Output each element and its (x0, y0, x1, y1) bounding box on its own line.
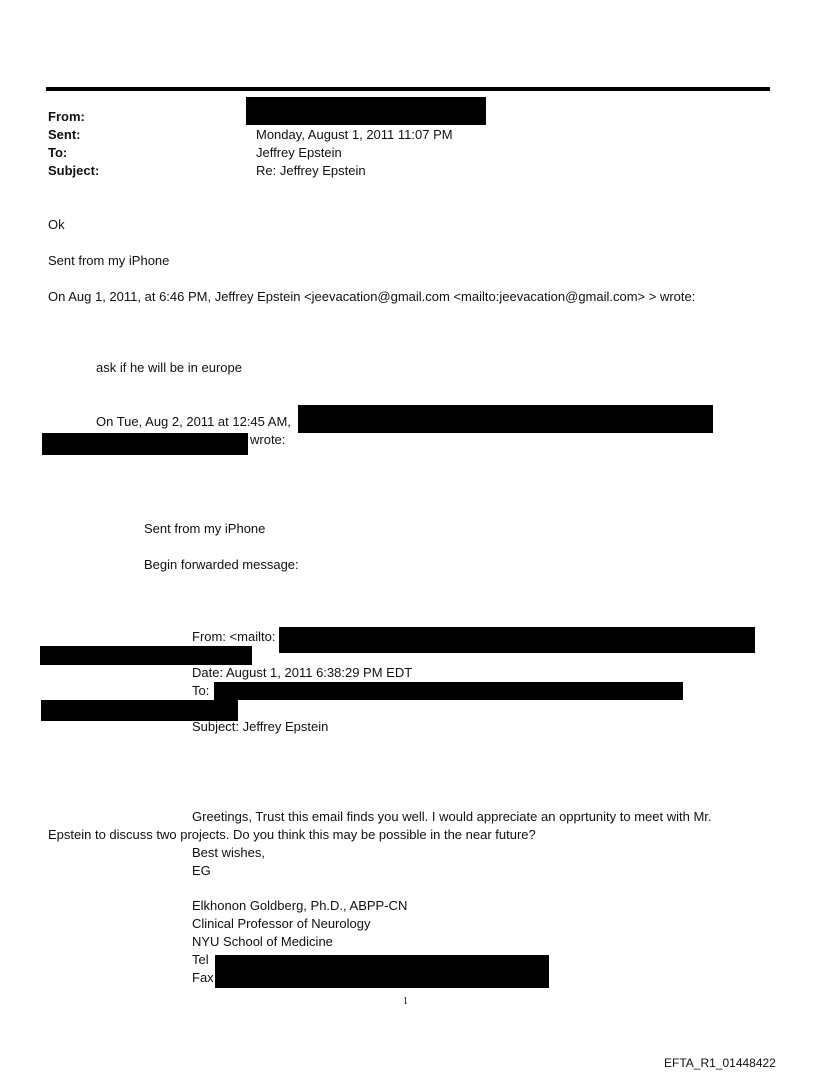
forward-header: Begin forwarded message: (144, 557, 299, 572)
page-number: 1 (403, 996, 408, 1007)
document-id: EFTA_R1_01448422 (664, 1056, 776, 1070)
to-label: To: (48, 145, 68, 160)
quote2-intro-suffix: wrote: (250, 432, 286, 447)
quote2-intro-prefix: On Tue, Aug 2, 2011 at 12:45 AM, (96, 414, 291, 429)
redaction-fwd-to-cont (41, 700, 238, 721)
greeting-line-2: Epstein to discuss two projects. Do you think this may be possible in the near future? (48, 827, 536, 842)
signature-tel-label: Tel (192, 952, 209, 967)
greeting-line-1: Greetings, Trust this email finds you well. I would appreciate an opprtunity to meet with Mr. (192, 809, 712, 824)
signature-org: NYU School of Medicine (192, 934, 333, 949)
subject-value: Re: Jeffrey Epstein (256, 163, 366, 178)
redaction-contact (215, 955, 549, 988)
sent-value: Monday, August 1, 2011 11:07 PM (256, 127, 453, 142)
reply-text: Ok (48, 217, 65, 232)
signature-title: Clinical Professor of Neurology (192, 916, 371, 931)
fwd-to: To: (192, 683, 210, 698)
subject-label: Subject: (48, 163, 100, 178)
redaction-from (246, 97, 486, 125)
redaction-fwd-from-cont (40, 646, 252, 665)
quote2-signature: Sent from my iPhone (144, 521, 266, 536)
reply-signature: Sent from my iPhone (48, 253, 170, 268)
redaction-fwd-from (279, 627, 755, 653)
quote1-text: ask if he will be in europe (96, 360, 242, 375)
from-label: From: (48, 109, 85, 124)
sent-label: Sent: (48, 127, 81, 142)
quote1-intro: On Aug 1, 2011, at 6:46 PM, Jeffrey Epstein <jeevacation@gmail.com <mailto:jeevacation@gmail.com> > wrote: (48, 289, 696, 304)
initials: EG (192, 863, 211, 878)
signature-fax-label: Fax (192, 970, 214, 985)
header-rule (46, 87, 770, 91)
closing: Best wishes, (192, 845, 265, 860)
redaction-quote2-sender (298, 405, 713, 433)
to-value: Jeffrey Epstein (256, 145, 342, 160)
fwd-date: Date: August 1, 2011 6:38:29 PM EDT (192, 665, 413, 680)
redaction-fwd-to (214, 682, 683, 700)
fwd-subject: Subject: Jeffrey Epstein (192, 719, 329, 734)
fwd-from: From: <mailto: (192, 629, 276, 644)
redaction-quote2-sender-cont (42, 433, 248, 455)
signature-name: Elkhonon Goldberg, Ph.D., ABPP-CN (192, 898, 408, 913)
